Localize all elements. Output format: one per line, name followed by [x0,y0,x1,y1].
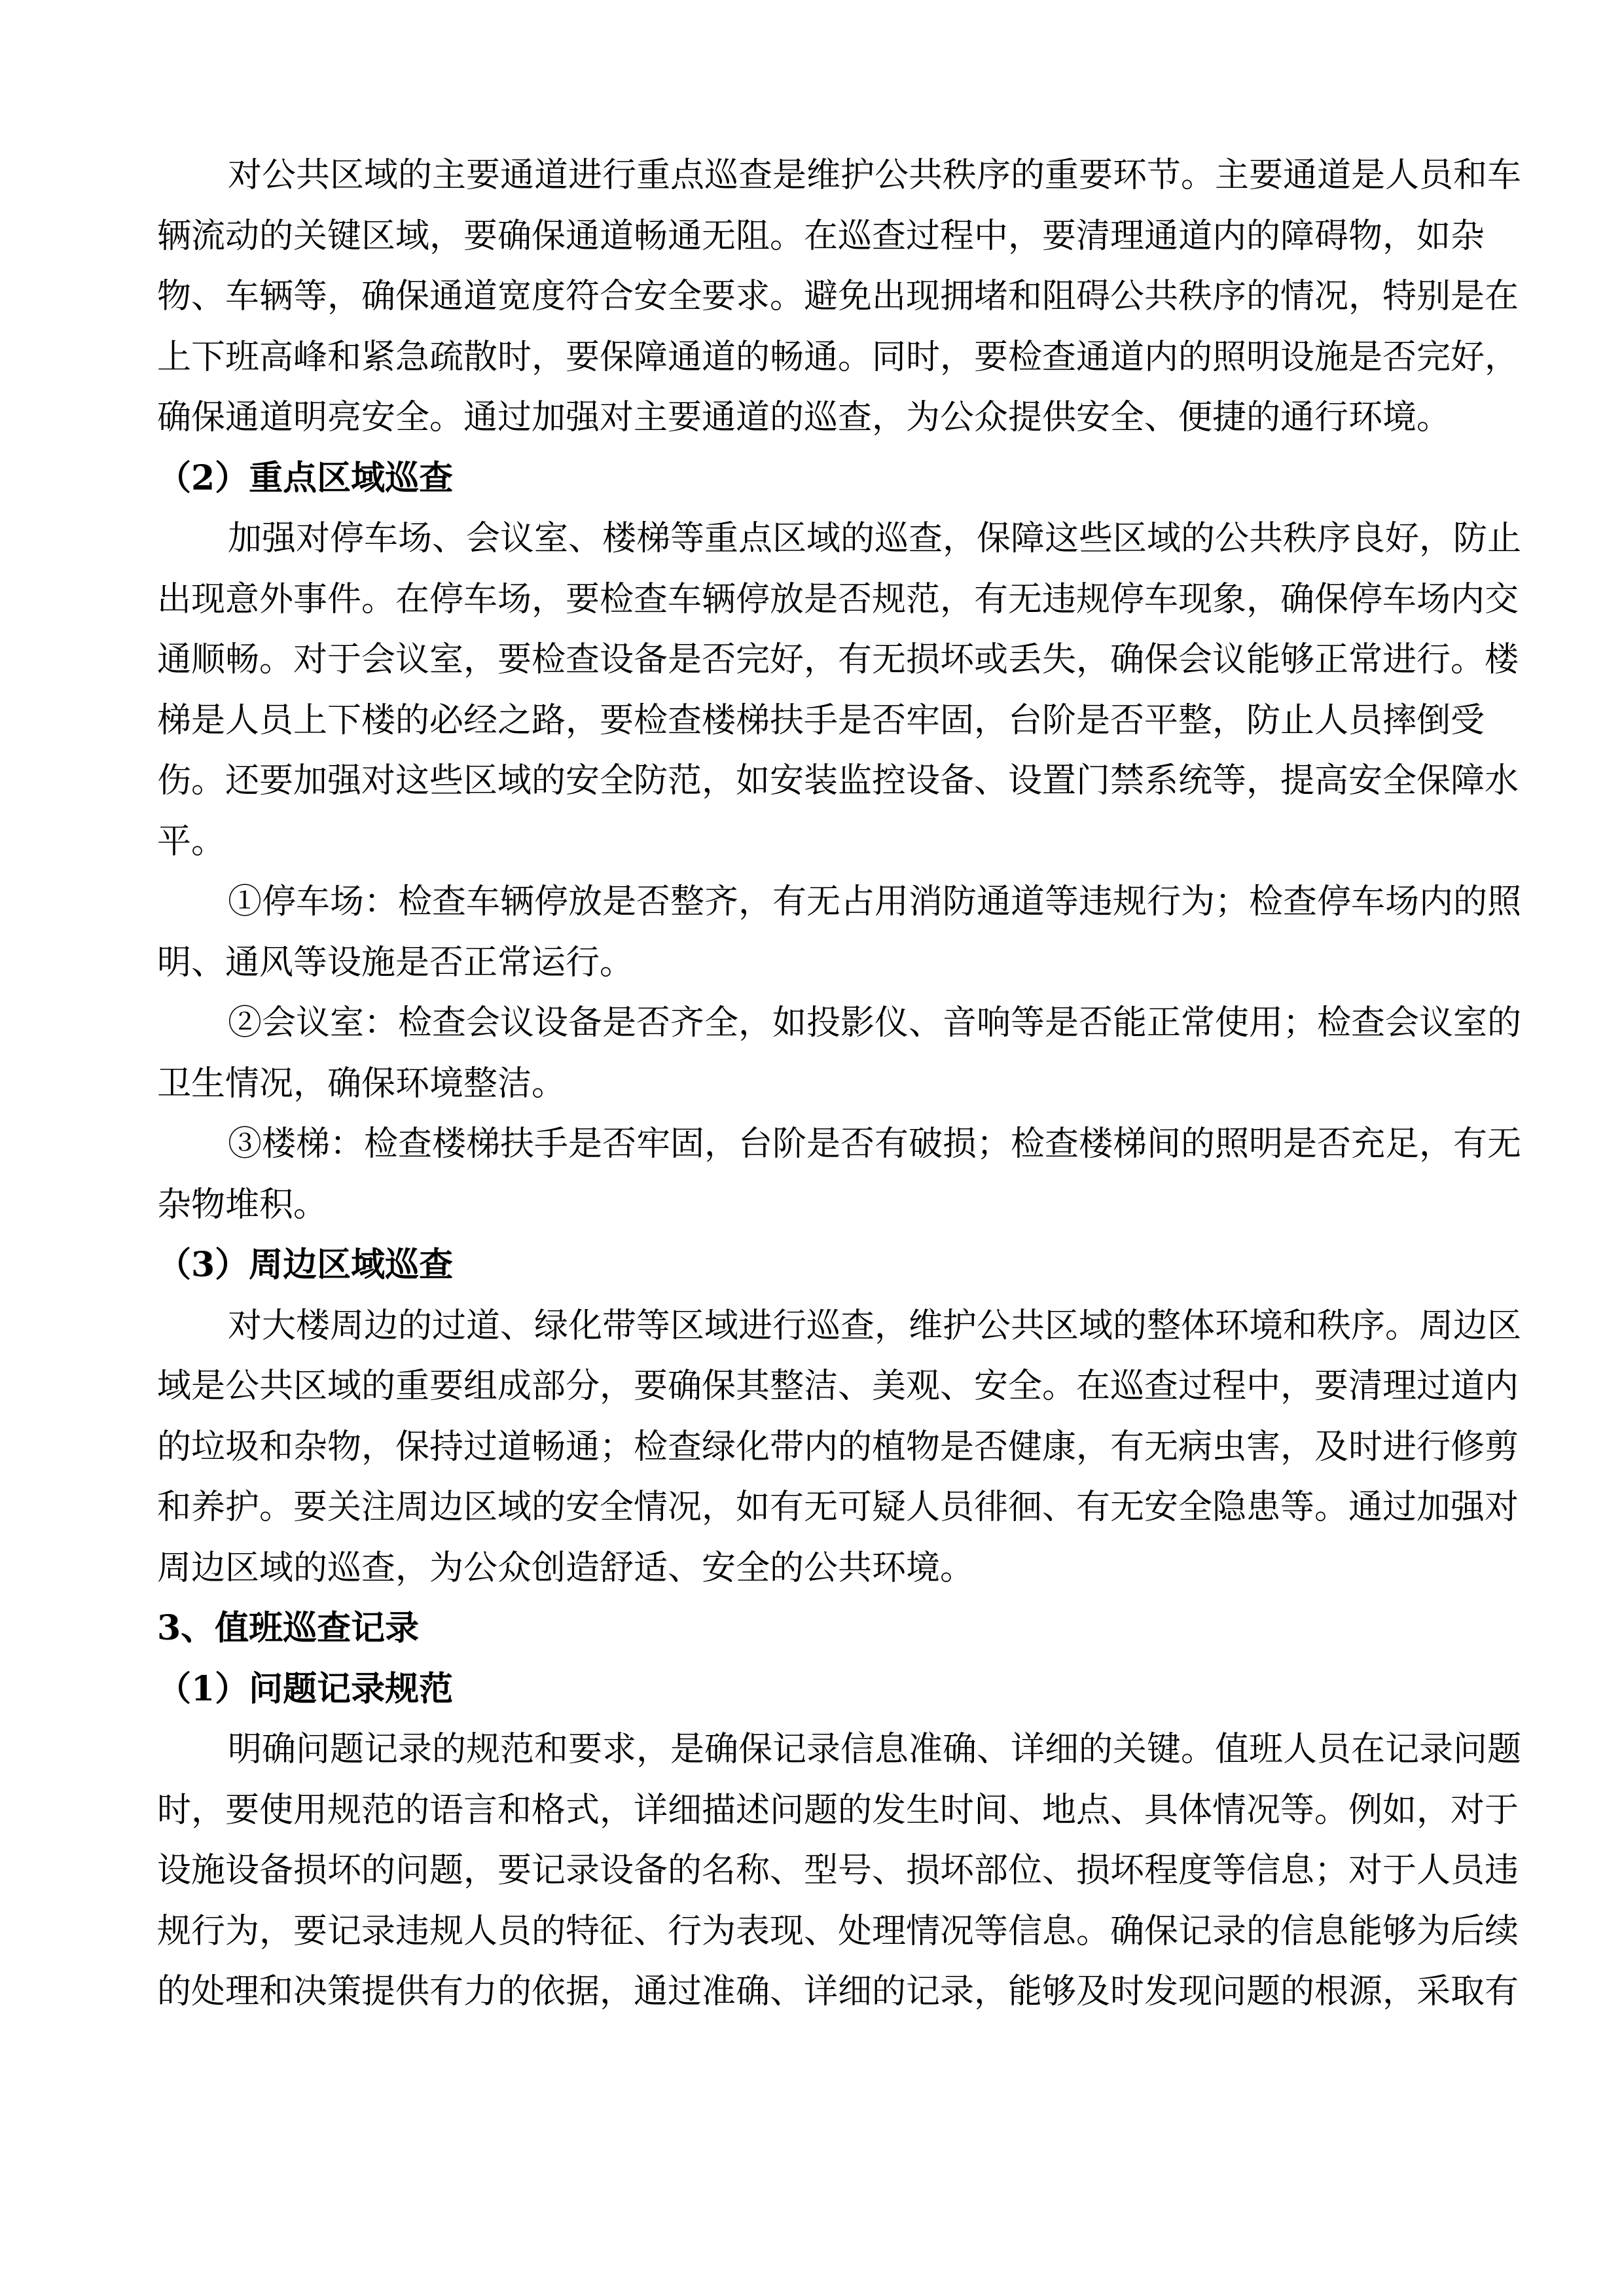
paragraph [157,509,1522,872]
text-line: 周边区域的巡查，为公众创造舒适、安全的公共环境。 [157,1548,975,1588]
paragraph [157,1719,1522,2022]
text-line: 和养护。要关注周边区域的安全情况，如有无可疑人员徘徊、有无安全隐患等。通过加强对 [157,1488,1519,1527]
text-line: 对大楼周边的过道、绿化带等区域进行巡查，维护公共区域的整体环境和秩序。周边区 [228,1306,1522,1346]
section-heading [157,448,1473,509]
section-heading [157,1598,1473,1659]
text-line: 对公共区域的主要通道进行重点巡查是维护公共秩序的重要环节。主要通道是人员和车 [228,156,1522,195]
text-line: 平。 [157,821,226,861]
text-line: 规行为，要记录违规人员的特征、行为表现、处理情况等信息。确保记录的信息能够为后续 [157,1911,1519,1951]
text-line: 杂物堆积。 [157,1185,328,1225]
paragraph [157,145,1522,448]
document-page [157,145,1522,2022]
paragraph [157,1296,1522,1599]
text-line: 梯是人员上下楼的必经之路，要检查楼梯扶手是否牢固，台阶是否平整，防止人员摔倒受 [157,700,1485,740]
heading-text: （3）周边区域巡查 [157,1245,454,1285]
text-line: 通顺畅。对于会议室，要检查设备是否完好，有无损坏或丢失，确保会议能够正常进行。楼 [157,640,1519,679]
text-line: 的处理和决策提供有力的依据，通过准确、详细的记录，能够及时发现问题的根源，采取有 [157,1972,1519,2011]
text-line: 时，要使用规范的语言和格式，详细描述问题的发生时间、地点、具体情况等。例如，对于 [157,1790,1519,1830]
text-line: 出现意外事件。在停车场，要检查车辆停放是否规范，有无违规停车现象，确保停车场内交 [157,579,1519,619]
text-line: 加强对停车场、会议室、楼梯等重点区域的巡查，保障这些区域的公共秩序良好，防止 [228,519,1522,558]
text-line: ②会议室：检查会议设备是否齐全，如投影仪、音响等是否能正常使用；检查会议室的 [228,1003,1522,1043]
text-line: 明、通风等设施是否正常运行。 [157,942,634,982]
text-line: 明确问题记录的规范和要求，是确保记录信息准确、详细的关键。值班人员在记录问题 [228,1730,1522,1769]
text-line: 设施设备损坏的问题，要记录设备的名称、型号、损坏部位、损坏程度等信息；对于人员违 [157,1851,1519,1890]
section-heading [157,1235,1473,1296]
heading-text: （1）问题记录规范 [157,1668,454,1709]
section-heading [157,1659,1473,1720]
text-line: 的垃圾和杂物，保持过道畅通；检查绿化带内的植物是否健康，有无病虫害，及时进行修剪 [157,1427,1519,1467]
text-line: 伤。还要加强对这些区域的安全防范，如安装监控设备、设置门禁系统等，提高安全保障水 [157,761,1519,800]
text-line: 上下班高峰和紧急疏散时，要保障通道的畅通。同时，要检查通道内的照明设施是否完好， [157,337,1519,377]
paragraph [157,872,1522,993]
text-line: 确保通道明亮安全。通过加强对主要通道的巡查，为公众提供安全、便捷的通行环境。 [157,398,1451,437]
heading-text: 3、值班巡查记录 [157,1608,420,1648]
text-line: ①停车场：检查车辆停放是否整齐，有无占用消防通道等违规行为；检查停车场内的照 [228,882,1522,922]
text-line: 域是公共区域的重要组成部分，要确保其整洁、美观、安全。在巡查过程中，要清理过道内 [157,1367,1519,1406]
heading-text: （2）重点区域巡查 [157,457,454,498]
text-line: ③楼梯：检查楼梯扶手是否牢固，台阶是否有破损；检查楼梯间的照明是否充足，有无 [228,1124,1522,1164]
text-line: 物、车辆等，确保通道宽度符合安全要求。避免出现拥堵和阻碍公共秩序的情况，特别是在 [157,277,1519,316]
paragraph [157,1114,1522,1235]
text-line: 卫生情况，确保环境整洁。 [157,1064,566,1103]
text-line: 辆流动的关键区域，要确保通道畅通无阻。在巡查过程中，要清理通道内的障碍物，如杂 [157,216,1485,256]
paragraph [157,993,1522,1114]
